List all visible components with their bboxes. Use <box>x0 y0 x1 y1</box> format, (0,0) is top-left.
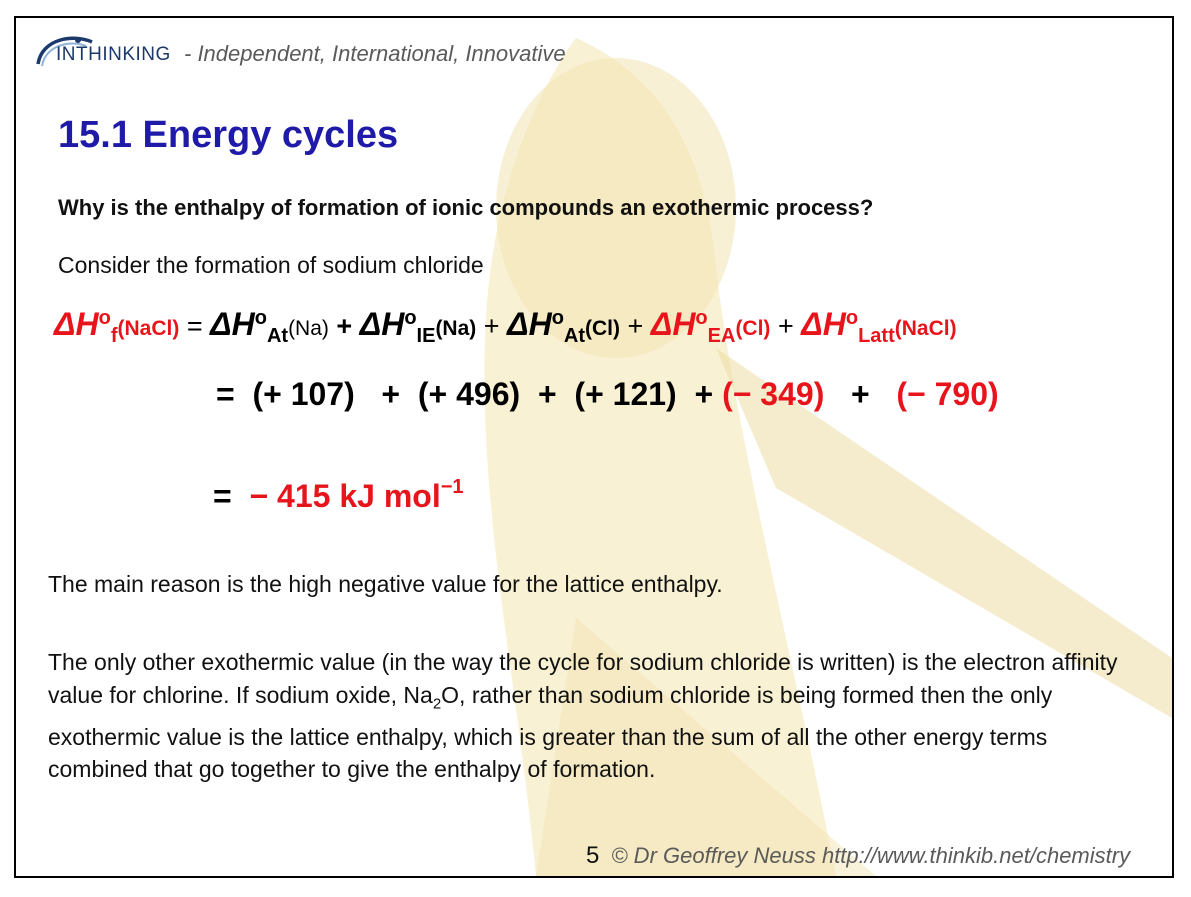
values-line: = (+ 107) + (+ 496) + (+ 121) + (− 349) + (− 790) <box>216 376 999 412</box>
term-formation: $\Delta H^o_f(NaCl)$ <box>54 306 180 347</box>
eq-equals: = <box>186 311 203 341</box>
eq-plus: + <box>777 311 794 341</box>
slide <box>14 16 1174 878</box>
intro-text: Consider the formation of sodium chloride <box>58 252 484 278</box>
term-lattice-nacl: $\Delta H^o_{Latt}(NaCl)$ <box>801 306 957 347</box>
copyright: © Dr Geoffrey Neuss http://www.thinkib.net/chemistry <box>611 843 1131 868</box>
logo-text: INTHINKING <box>56 44 171 65</box>
term-electron-affinity-cl: $\Delta H^o_{EA}(Cl)$ <box>650 306 771 347</box>
value-atomisation-cl: (+ 121) <box>574 376 677 412</box>
value-electron-affinity: (− 349) <box>722 376 825 412</box>
header <box>34 28 566 76</box>
paragraph-main-reason: The main reason is the high negative value for the lattice enthalpy. <box>48 571 723 597</box>
term-atomisation-na: $\Delta H^o_{At}(Na)$ <box>210 306 329 347</box>
slide-title: 15.1 Energy cycles <box>58 114 399 156</box>
value-lattice: (− 790) <box>896 376 999 412</box>
question: Why is the enthalpy of formation of ionic compounds an exothermic process? <box>58 195 874 220</box>
term-ionisation-na: $\Delta H^o_{IE}(Na)$ <box>359 306 477 347</box>
eq-plus: + <box>627 311 644 341</box>
tagline: - Independent, International, Innovative <box>184 41 566 66</box>
inthinking-logo <box>34 28 174 76</box>
enthalpy-equation <box>54 306 957 348</box>
value-atomisation-na: (+ 107) <box>252 376 355 412</box>
paragraph-explanation: The only other exothermic value (in the way the cycle for sodium chloride is written) is the electron affinity value for chlorine. If sodium oxide, $Na_2O$, rather than sodium chloride is being formed then the only exothermic value is the lattice enthalpy, which is greater than the sum of all the other energy terms combined that go together to give the enthalpy of formation. <box>48 649 1118 783</box>
eq-plus: + <box>336 311 353 341</box>
page-number: 5 <box>586 842 600 869</box>
result-line: = − 415 kJ mol$^{-1}$ <box>213 476 464 514</box>
value-ionisation-na: (+ 496) <box>417 376 521 412</box>
result-value: − 415 kJ mol$^{-1}$ <box>249 476 464 514</box>
footer <box>586 842 1130 870</box>
term-atomisation-cl: $\Delta H^o_{At}(Cl)$ <box>507 306 621 347</box>
eq-plus: + <box>483 311 500 341</box>
